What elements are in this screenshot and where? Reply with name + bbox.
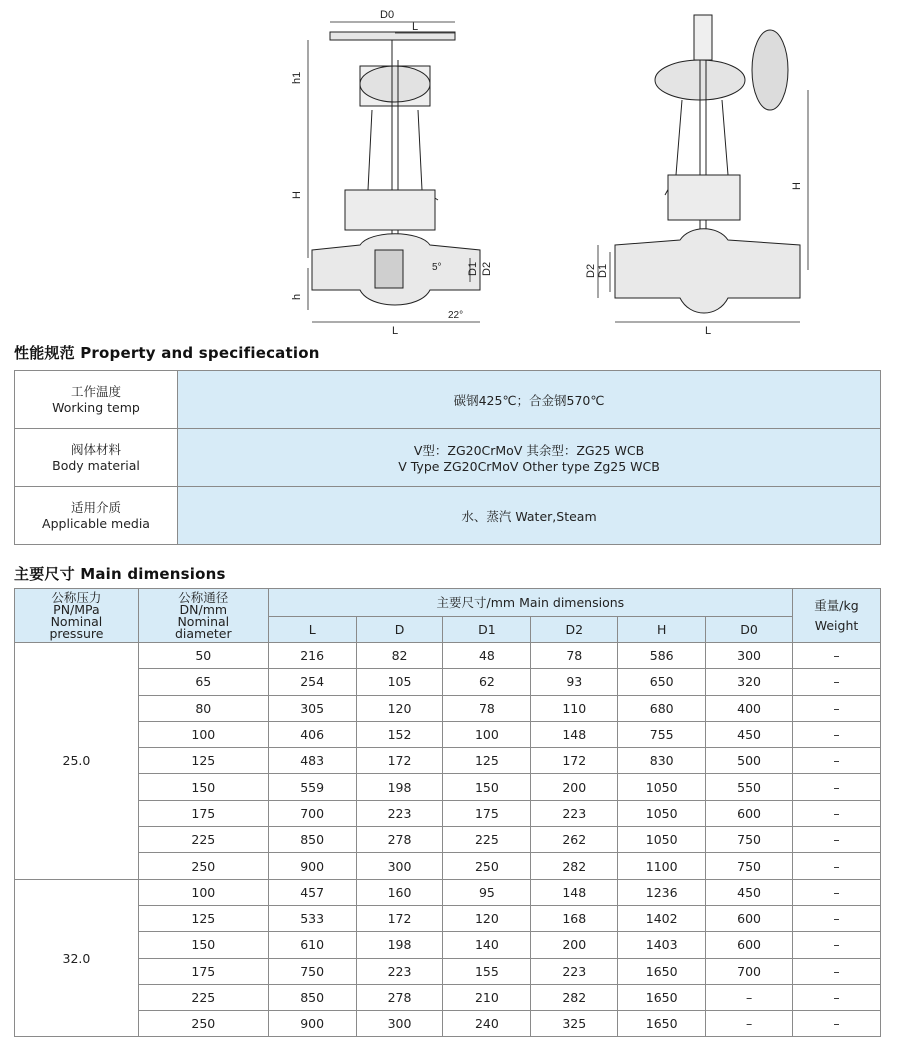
table-cell: 700 <box>268 800 356 826</box>
table-cell: – <box>706 1011 793 1037</box>
table-cell: 1650 <box>618 958 706 984</box>
table-cell: 830 <box>618 748 706 774</box>
table-cell: 254 <box>268 669 356 695</box>
diameter-cell: 225 <box>138 984 268 1010</box>
table-cell: 223 <box>356 958 443 984</box>
table-row <box>15 721 881 747</box>
table-cell: 223 <box>531 800 618 826</box>
table-cell: 262 <box>531 827 618 853</box>
table-cell: 1650 <box>618 1011 706 1037</box>
diameter-cell: 125 <box>138 905 268 931</box>
table-cell: 1403 <box>618 932 706 958</box>
table-cell: 300 <box>706 643 793 669</box>
property-row <box>15 487 881 545</box>
table-cell: – <box>793 879 881 905</box>
table-cell: 278 <box>356 984 443 1010</box>
table-cell: 198 <box>356 774 443 800</box>
table-cell: 680 <box>618 695 706 721</box>
table-cell: 200 <box>531 932 618 958</box>
table-cell: 216 <box>268 643 356 669</box>
table-cell: 600 <box>706 905 793 931</box>
column-header: D1 <box>443 617 531 643</box>
table-cell: 900 <box>268 853 356 879</box>
table-cell: 160 <box>356 879 443 905</box>
table-cell: 750 <box>268 958 356 984</box>
table-cell: 62 <box>443 669 531 695</box>
property-label: 阀体材料 Body material <box>15 429 178 487</box>
table-row <box>15 958 881 984</box>
valve-drawing <box>0 0 900 340</box>
table-cell: 650 <box>618 669 706 695</box>
table-cell: – <box>793 958 881 984</box>
head-pn: 公称压力 PN/MPa Nominal pressure <box>15 589 139 643</box>
label-l-top: L <box>412 21 419 33</box>
table-cell: 172 <box>531 748 618 774</box>
table-row <box>15 643 881 669</box>
table-cell: 150 <box>443 774 531 800</box>
table-cell: – <box>793 695 881 721</box>
label-d1-right: D1 <box>597 263 609 278</box>
table-cell: 168 <box>531 905 618 931</box>
table-cell: 600 <box>706 800 793 826</box>
table-cell: 300 <box>356 1011 443 1037</box>
table-cell: – <box>793 827 881 853</box>
table-cell: 223 <box>531 958 618 984</box>
label-d1-left: D1 <box>467 261 479 276</box>
diameter-cell: 125 <box>138 748 268 774</box>
table-cell: 1050 <box>618 800 706 826</box>
table-row <box>15 827 881 853</box>
property-value: V型：ZG20CrMoV 其余型：ZG25 WCB V Type ZG20CrMoV Other type Zg25 WCB <box>178 429 881 487</box>
table-cell: 223 <box>356 800 443 826</box>
table-cell: 125 <box>443 748 531 774</box>
column-header: L <box>268 617 356 643</box>
table-cell: – <box>793 721 881 747</box>
label-d0: D0 <box>380 9 395 21</box>
table-cell: 210 <box>443 984 531 1010</box>
diameter-cell: 65 <box>138 669 268 695</box>
table-cell: 198 <box>356 932 443 958</box>
table-cell: 148 <box>531 721 618 747</box>
table-row <box>15 774 881 800</box>
table-cell: 400 <box>706 695 793 721</box>
property-table <box>14 370 881 545</box>
table-row <box>15 748 881 774</box>
table-cell: 533 <box>268 905 356 931</box>
diameter-cell: 100 <box>138 879 268 905</box>
table-cell: 282 <box>531 984 618 1010</box>
table-row <box>15 695 881 721</box>
property-value: 水、蒸汽 Water,Steam <box>178 487 881 545</box>
table-cell: 172 <box>356 748 443 774</box>
dimensions-table <box>14 588 881 1037</box>
table-cell: 305 <box>268 695 356 721</box>
table-cell: 550 <box>706 774 793 800</box>
diameter-cell: 250 <box>138 853 268 879</box>
head-main-dimensions: 主要尺寸/mm Main dimensions <box>268 589 792 617</box>
diameter-cell: 150 <box>138 932 268 958</box>
table-cell: 155 <box>443 958 531 984</box>
table-row <box>15 853 881 879</box>
diameter-cell: 50 <box>138 643 268 669</box>
table-row <box>15 905 881 931</box>
diameter-cell: 150 <box>138 774 268 800</box>
table-cell: 225 <box>443 827 531 853</box>
pressure-cell: 25.0 <box>15 643 139 880</box>
table-cell: 152 <box>356 721 443 747</box>
table-cell: 250 <box>443 853 531 879</box>
label-h: H <box>291 191 303 199</box>
table-cell: 320 <box>706 669 793 695</box>
column-header: D <box>356 617 443 643</box>
table-cell: 78 <box>531 643 618 669</box>
property-title: 性能规范 Property and specifiecation <box>14 344 320 362</box>
table-row <box>15 1011 881 1037</box>
property-row <box>15 371 881 429</box>
table-cell: 1402 <box>618 905 706 931</box>
label-d2-right: D2 <box>585 263 597 278</box>
table-cell: 500 <box>706 748 793 774</box>
table-cell: 1650 <box>618 984 706 1010</box>
table-cell: 148 <box>531 879 618 905</box>
table-cell: – <box>793 853 881 879</box>
table-cell: 82 <box>356 643 443 669</box>
table-cell: 325 <box>531 1011 618 1037</box>
table-row <box>15 932 881 958</box>
diameter-cell: 225 <box>138 827 268 853</box>
left-valve-view <box>291 9 493 337</box>
table-cell: – <box>793 643 881 669</box>
label-d2-left: D2 <box>481 261 493 276</box>
diameter-cell: 175 <box>138 800 268 826</box>
table-cell: 559 <box>268 774 356 800</box>
table-cell: 282 <box>531 853 618 879</box>
property-label: 工作温度 Working temp <box>15 371 178 429</box>
table-cell: 457 <box>268 879 356 905</box>
label-l-bottom-right: L <box>705 325 712 337</box>
diameter-cell: 250 <box>138 1011 268 1037</box>
table-cell: 105 <box>356 669 443 695</box>
diameter-cell: 80 <box>138 695 268 721</box>
table-cell: – <box>793 800 881 826</box>
table-row <box>15 800 881 826</box>
table-cell: – <box>793 774 881 800</box>
right-valve-view <box>585 15 808 337</box>
table-cell: 850 <box>268 827 356 853</box>
table-cell: 1050 <box>618 774 706 800</box>
table-row <box>15 669 881 695</box>
table-cell: 200 <box>531 774 618 800</box>
table-cell: 586 <box>618 643 706 669</box>
table-cell: 95 <box>443 879 531 905</box>
table-cell: 120 <box>356 695 443 721</box>
table-cell: 850 <box>268 984 356 1010</box>
table-cell: 700 <box>706 958 793 984</box>
table-cell: 172 <box>356 905 443 931</box>
table-cell: 1050 <box>618 827 706 853</box>
table-cell: – <box>793 984 881 1010</box>
property-label: 适用介质 Applicable media <box>15 487 178 545</box>
diameter-cell: 100 <box>138 721 268 747</box>
label-l-bottom-left: L <box>392 325 399 337</box>
table-cell: 78 <box>443 695 531 721</box>
table-cell: – <box>793 1011 881 1037</box>
table-cell: 110 <box>531 695 618 721</box>
table-cell: 100 <box>443 721 531 747</box>
table-cell: 450 <box>706 721 793 747</box>
diameter-cell: 175 <box>138 958 268 984</box>
table-cell: 755 <box>618 721 706 747</box>
dimensions-title: 主要尺寸 Main dimensions <box>14 565 226 583</box>
table-cell: – <box>793 669 881 695</box>
label-h1: h1 <box>291 71 303 84</box>
table-cell: – <box>793 905 881 931</box>
table-cell: – <box>793 932 881 958</box>
table-row <box>15 984 881 1010</box>
column-header: D2 <box>531 617 618 643</box>
table-cell: 450 <box>706 879 793 905</box>
table-cell: 406 <box>268 721 356 747</box>
table-cell: 300 <box>356 853 443 879</box>
head-dn: 公称通径 DN/mm Nominal diameter <box>138 589 268 643</box>
table-cell: 278 <box>356 827 443 853</box>
table-cell: 93 <box>531 669 618 695</box>
pressure-cell: 32.0 <box>15 879 139 1037</box>
table-cell: 48 <box>443 643 531 669</box>
head-weight: 重量/kg Weight <box>793 589 881 643</box>
table-cell: 1100 <box>618 853 706 879</box>
table-cell: 750 <box>706 853 793 879</box>
table-cell: 120 <box>443 905 531 931</box>
table-cell: 610 <box>268 932 356 958</box>
table-cell: 1236 <box>618 879 706 905</box>
label-h-small: h <box>291 293 303 300</box>
label-angle-22: 22° <box>448 310 464 321</box>
property-row <box>15 429 881 487</box>
table-row <box>15 879 881 905</box>
table-cell: 240 <box>443 1011 531 1037</box>
table-cell: – <box>706 984 793 1010</box>
property-value: 碳钢425℃；合金钢570℃ <box>178 371 881 429</box>
table-cell: 175 <box>443 800 531 826</box>
table-cell: 600 <box>706 932 793 958</box>
label-angle-5: 5° <box>432 262 442 273</box>
table-cell: 140 <box>443 932 531 958</box>
table-cell: 750 <box>706 827 793 853</box>
table-cell: – <box>793 748 881 774</box>
table-cell: 483 <box>268 748 356 774</box>
table-cell: 900 <box>268 1011 356 1037</box>
column-header: H <box>618 617 706 643</box>
label-h-right: H <box>791 182 803 190</box>
column-header: D0 <box>706 617 793 643</box>
